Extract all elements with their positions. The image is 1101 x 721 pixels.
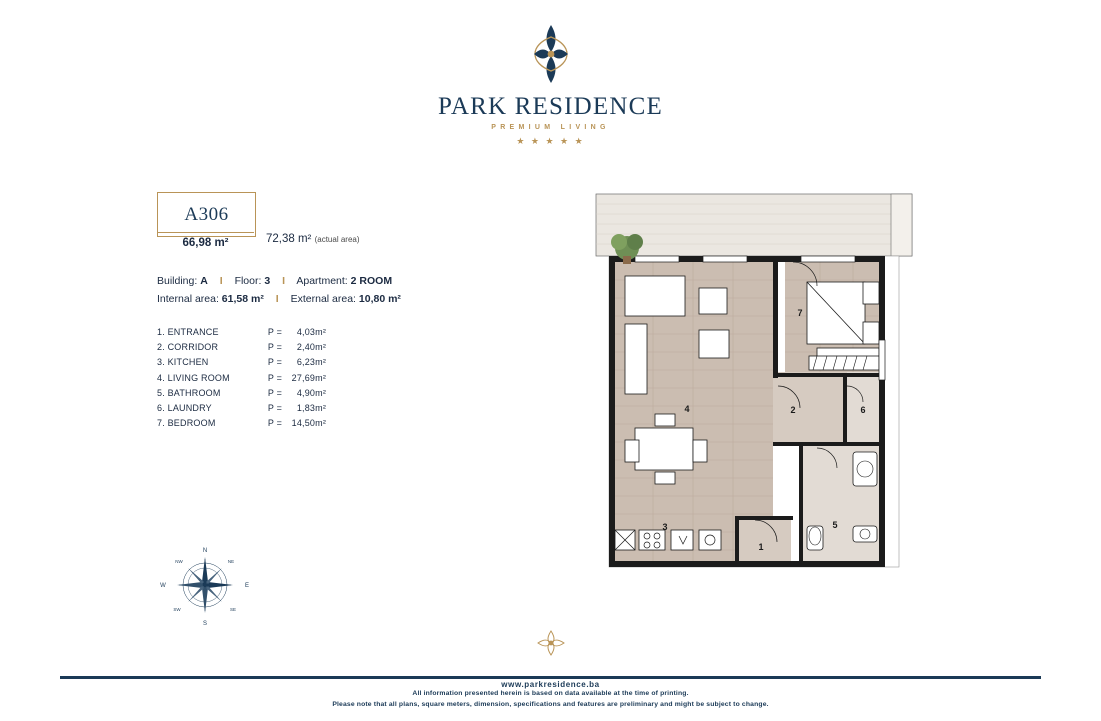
unit-code-box bbox=[157, 192, 256, 237]
compass-sw-label: SW bbox=[173, 607, 181, 612]
unit-area-row bbox=[157, 232, 557, 249]
compass-west-label: W bbox=[160, 583, 166, 589]
room-name: LAUNDRY bbox=[167, 403, 212, 414]
building-value: A bbox=[200, 275, 208, 287]
unit-actual-area-note: (actual area) bbox=[314, 235, 360, 244]
plan-room-label-4: 4 bbox=[684, 404, 690, 414]
apartment-value: 2 ROOM bbox=[350, 275, 393, 287]
footer-disclaimer-line-2: Please note that all plans, square meters, dimension, specifications and features are preliminary and might be subject to change. bbox=[332, 701, 769, 708]
room-area: 1,83m² bbox=[296, 403, 327, 414]
room-name: BEDROOM bbox=[167, 418, 216, 429]
room-eq: P = bbox=[267, 342, 283, 353]
brand-tagline: PREMIUM LIVING bbox=[491, 124, 610, 131]
meta-separator: I bbox=[282, 275, 286, 287]
compass-ne-label: NE bbox=[227, 559, 235, 564]
plan-room-label-1: 1 bbox=[758, 542, 764, 552]
brand-header bbox=[0, 22, 1101, 147]
brand-name: PARK RESIDENCE bbox=[438, 93, 663, 120]
room-schedule-table bbox=[157, 325, 326, 431]
room-index: 1. bbox=[157, 327, 165, 337]
floor-label: Floor: bbox=[234, 275, 262, 287]
compass-north-label: N bbox=[202, 548, 208, 554]
plan-room-label-7: 7 bbox=[797, 308, 803, 318]
room-eq: P = bbox=[267, 403, 283, 414]
floor-plan bbox=[595, 190, 920, 575]
room-eq: P = bbox=[267, 418, 283, 429]
room-index: 4. bbox=[157, 372, 165, 383]
compass-south-label: S bbox=[202, 621, 208, 627]
unit-meta-line-2 bbox=[157, 290, 401, 308]
footer-ornament bbox=[0, 628, 1101, 663]
compass-se-label: SE bbox=[229, 607, 237, 612]
meta-separator: I bbox=[219, 275, 223, 287]
external-area-label: External area: bbox=[290, 293, 356, 305]
plan-room-label-6: 6 bbox=[860, 405, 866, 415]
room-row bbox=[157, 386, 326, 401]
unit-total-area bbox=[157, 232, 254, 249]
internal-area-label: Internal area: bbox=[157, 293, 219, 305]
meta-separator: I bbox=[275, 293, 279, 305]
room-area: 27,69m² bbox=[291, 372, 327, 383]
external-area-value: 10,80 m² bbox=[358, 293, 401, 305]
footer-website[interactable]: www.parkresidence.ba bbox=[501, 680, 600, 689]
room-eq: P = bbox=[267, 357, 283, 368]
brand-stars: ★ ★ ★ ★ ★ bbox=[516, 136, 585, 146]
room-area: 4,03m² bbox=[296, 327, 327, 337]
unit-total-area-value: 66,98 m² bbox=[182, 237, 229, 249]
room-index: 2. bbox=[157, 342, 165, 353]
room-name: ENTRANCE bbox=[167, 327, 219, 337]
internal-area-value: 61,58 m² bbox=[221, 293, 264, 305]
unit-meta bbox=[157, 272, 401, 308]
unit-meta-line-1 bbox=[157, 272, 401, 290]
room-eq: P = bbox=[267, 387, 283, 398]
compass-east-label: E bbox=[244, 583, 250, 589]
compass-nw-label: NW bbox=[175, 559, 183, 564]
plan-room-label-3: 3 bbox=[662, 522, 668, 532]
floor-value: 3 bbox=[264, 275, 271, 287]
room-row bbox=[157, 355, 326, 370]
room-row bbox=[157, 325, 326, 340]
building-label: Building: bbox=[157, 275, 198, 287]
plan-room-label-5: 5 bbox=[832, 520, 838, 530]
room-area: 6,23m² bbox=[296, 357, 327, 368]
room-area: 2,40m² bbox=[296, 342, 327, 353]
footer-divider bbox=[60, 676, 1041, 679]
room-index: 3. bbox=[157, 357, 165, 368]
apartment-label: Apartment: bbox=[296, 275, 348, 287]
room-eq: P = bbox=[267, 372, 283, 383]
room-name: BATHROOM bbox=[167, 387, 221, 398]
room-eq: P = bbox=[267, 327, 283, 337]
room-area: 14,50m² bbox=[291, 418, 327, 429]
room-index: 6. bbox=[157, 403, 165, 414]
room-name: LIVING ROOM bbox=[167, 372, 230, 383]
unit-actual-area bbox=[266, 233, 360, 249]
unit-actual-area-value: 72,38 m² bbox=[266, 233, 312, 245]
floral-diamond-logo-icon bbox=[520, 22, 582, 86]
floral-ornament-icon bbox=[534, 628, 568, 663]
footer-disclaimer-line-1: All information presented herein is based on data available at the time of printing. bbox=[412, 690, 689, 697]
room-schedule-body bbox=[157, 325, 326, 431]
room-name: CORRIDOR bbox=[167, 342, 219, 353]
room-schedule bbox=[157, 325, 326, 431]
compass-rose-icon bbox=[155, 533, 255, 633]
footer-disclaimer bbox=[0, 688, 1101, 710]
room-row bbox=[157, 340, 326, 355]
room-row bbox=[157, 401, 326, 416]
room-area: 4,90m² bbox=[296, 387, 327, 398]
room-index: 7. bbox=[157, 418, 165, 429]
unit-code: A306 bbox=[184, 203, 229, 225]
room-row bbox=[157, 371, 326, 386]
plan-room-label-2: 2 bbox=[790, 405, 796, 415]
room-name: KITCHEN bbox=[167, 357, 209, 368]
room-index: 5. bbox=[157, 387, 165, 398]
room-row bbox=[157, 416, 326, 431]
